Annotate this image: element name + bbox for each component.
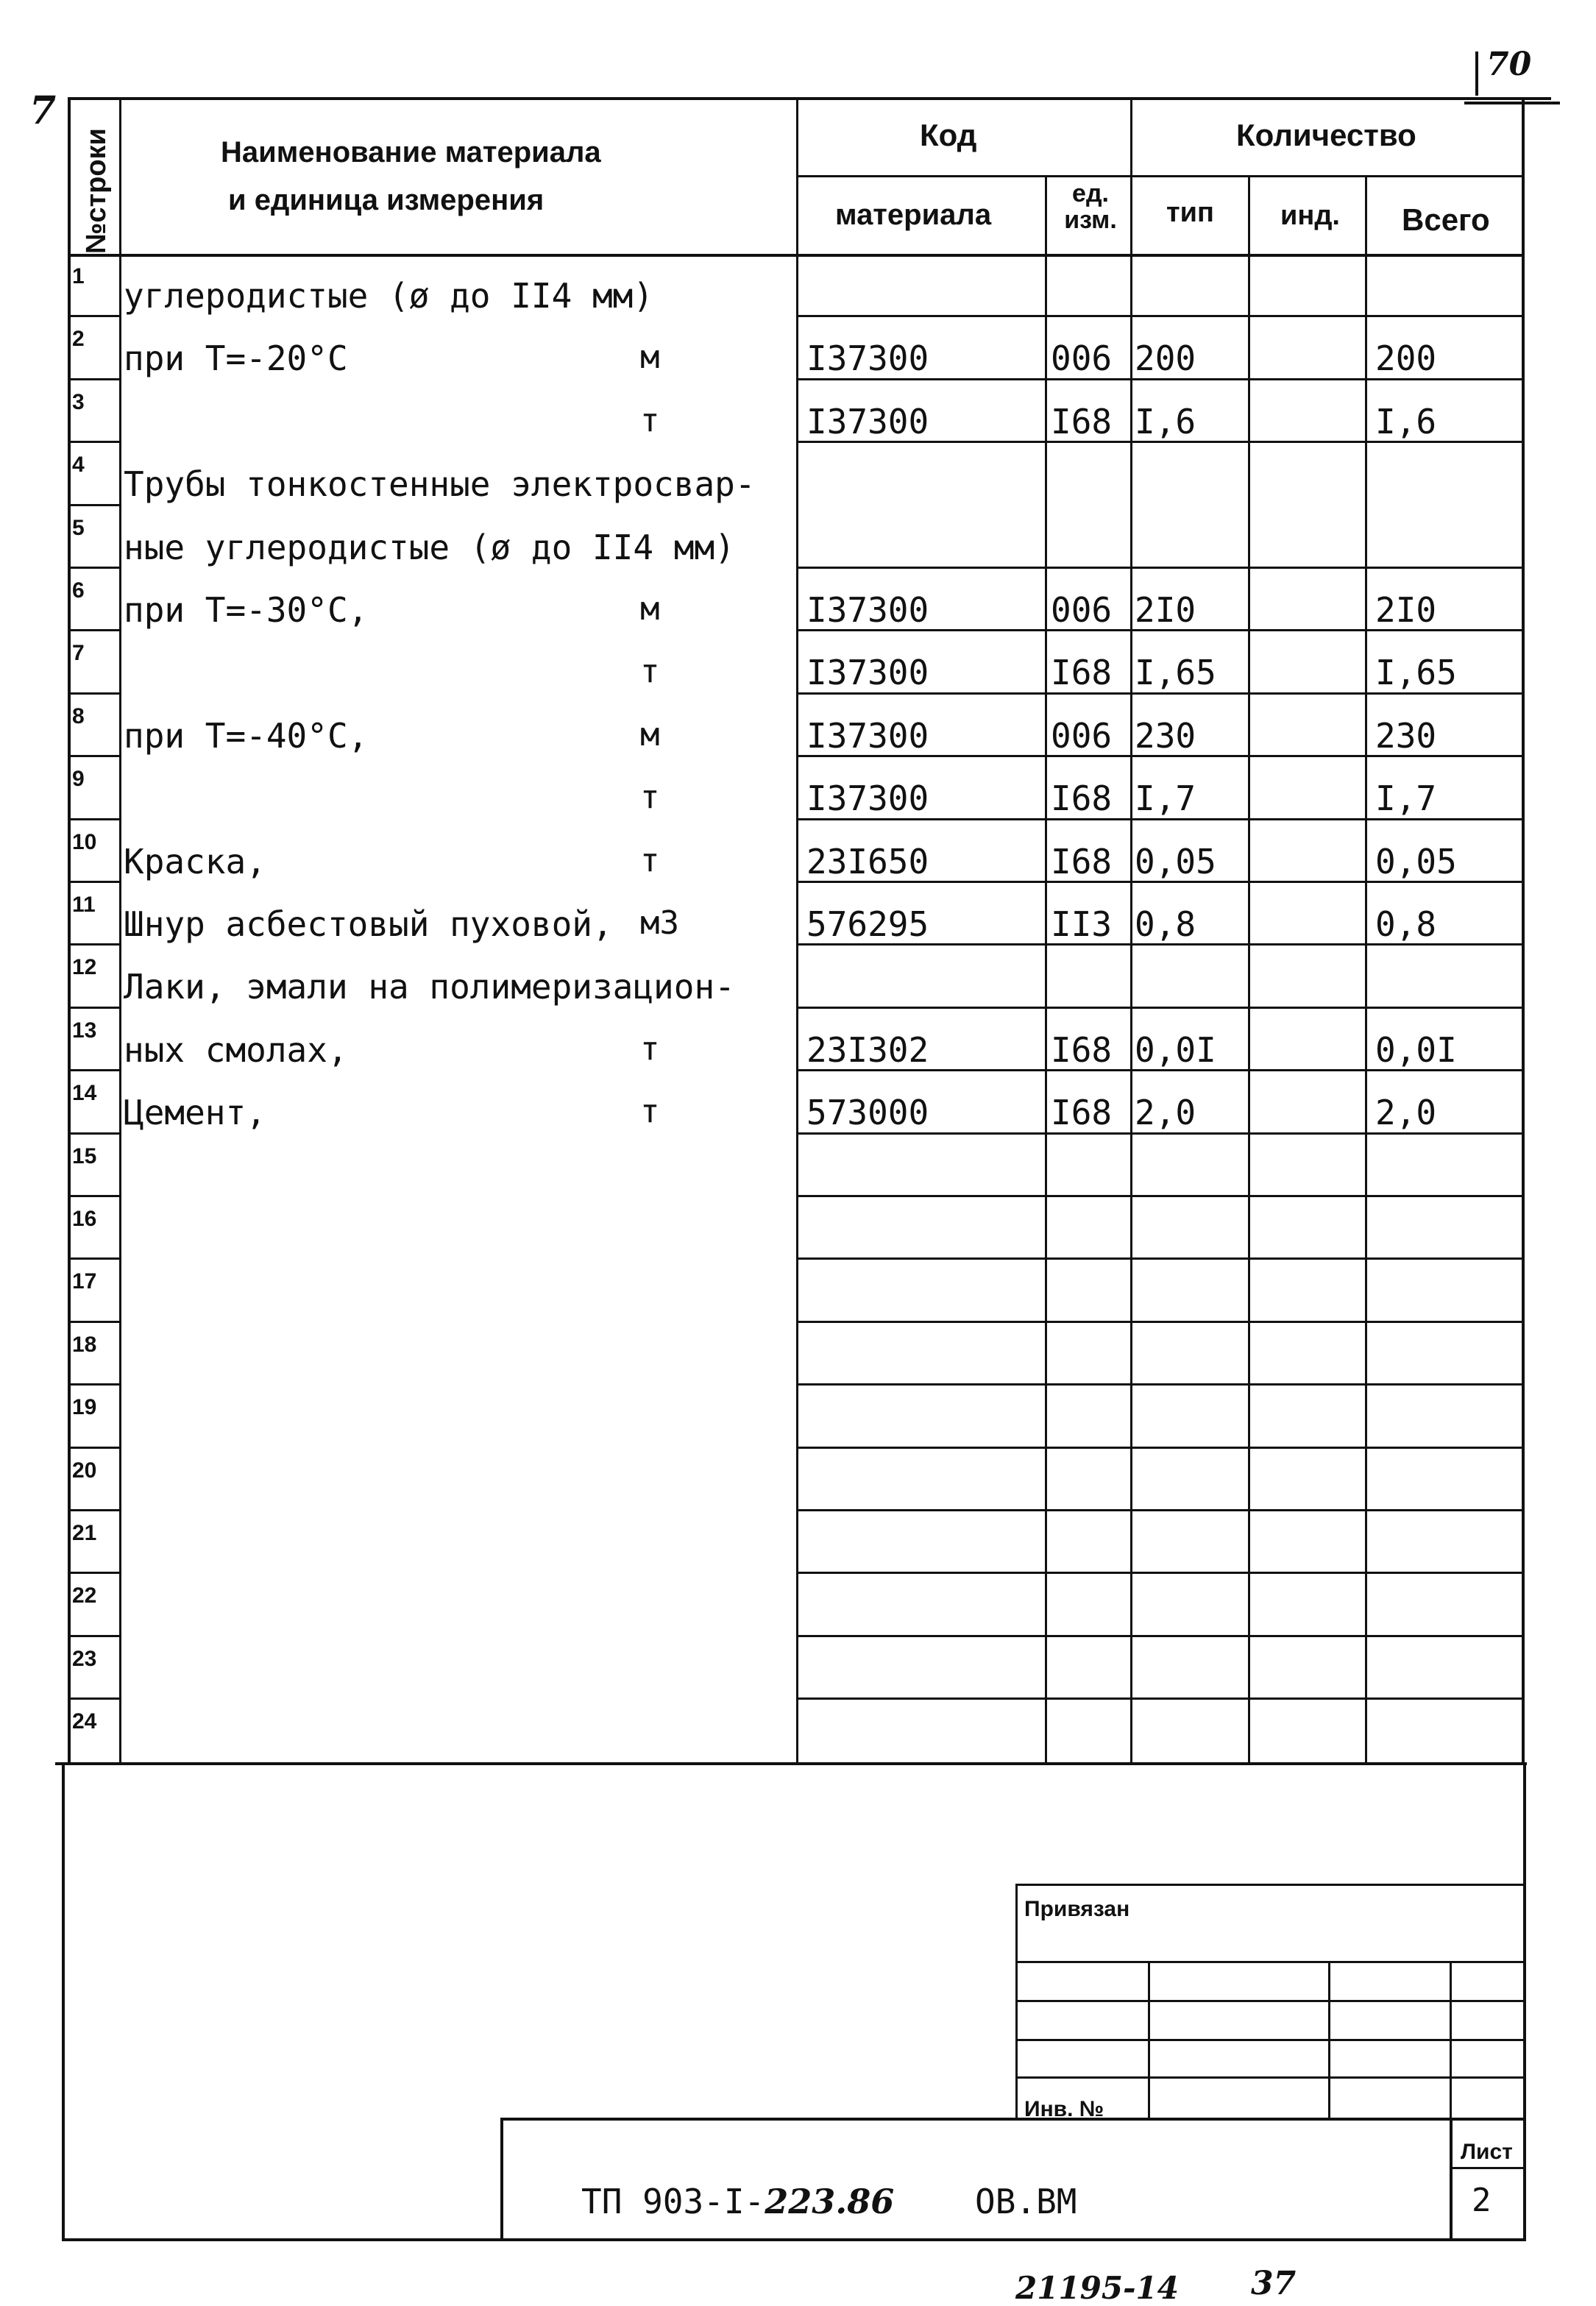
row-qty-type: 0,0I [1135, 1029, 1216, 1070]
row-name: Цемент, [124, 1093, 266, 1133]
row-code: I37300 [806, 653, 929, 693]
table-row [0, 1259, 1596, 1321]
row-unit-code: 006 [1051, 715, 1113, 756]
table-row [0, 631, 1596, 693]
row-name: Лаки, эмали на полимеризацион- [124, 967, 735, 1007]
row-unit-code: 006 [1051, 590, 1113, 630]
row-qty-type: 230 [1135, 715, 1196, 756]
table-top-border [68, 97, 1551, 100]
table-row [0, 316, 1596, 379]
table-row [0, 505, 1596, 568]
row-number: 6 [72, 578, 85, 603]
table-row [0, 756, 1596, 819]
table-row [0, 1699, 1596, 1762]
row-unit-code: II3 [1051, 904, 1113, 944]
row-unit: т [640, 401, 660, 439]
row-code: 576295 [806, 904, 929, 944]
row-number: 2 [72, 327, 85, 352]
row-unit: т [640, 1093, 660, 1131]
row-name: ных смолах, [124, 1029, 348, 1070]
stamp-row4 [1015, 2076, 1525, 2079]
header-row-no: №строки [81, 128, 112, 254]
doc-code-hand: 223.86 [765, 2182, 895, 2221]
row-unit-code: I68 [1051, 1029, 1113, 1070]
row-qty-type: 0,8 [1135, 904, 1196, 944]
row-unit-code: I68 [1051, 1093, 1113, 1133]
row-number: 22 [72, 1583, 97, 1608]
row-qty-total: I,65 [1375, 653, 1457, 693]
header-qty-group: Количество [1236, 118, 1416, 152]
table-row [0, 882, 1596, 945]
row-name: Трубы тонкостенные электросвар- [124, 464, 756, 505]
header-mid-border [796, 175, 1522, 177]
table-row [0, 1134, 1596, 1196]
stamp-row1 [1015, 1961, 1525, 1963]
row-code: 573000 [806, 1093, 929, 1133]
table-row [0, 1448, 1596, 1511]
row-unit-code: I68 [1051, 401, 1113, 441]
header-name-line1: Наименование материала [221, 136, 601, 168]
row-number: 23 [72, 1646, 97, 1671]
doc-code-prefix: ТП 903-I- [581, 2182, 765, 2221]
row-qty-type: 2I0 [1135, 590, 1196, 630]
stamp-linked: Привязан [1024, 1897, 1130, 1921]
row-qty-total: 230 [1375, 715, 1437, 756]
row-unit: м [640, 715, 660, 753]
row-qty-type: I,6 [1135, 401, 1196, 441]
table-row [0, 380, 1596, 442]
row-code: 23I302 [806, 1029, 929, 1070]
sheet-box-mid [1450, 2167, 1525, 2169]
row-number: 20 [72, 1458, 97, 1483]
row-name: при T=-30°C, [124, 590, 369, 630]
header-qty-total: Всего [1402, 202, 1490, 237]
row-unit-code: 006 [1051, 338, 1113, 379]
row-code: I37300 [806, 401, 929, 441]
title-block-left [500, 2118, 503, 2241]
row-unit-code: I68 [1051, 653, 1113, 693]
row-number: 16 [72, 1207, 97, 1231]
row-code: I37300 [806, 590, 929, 630]
header-code-unit: ед. изм. [1064, 180, 1117, 234]
table-row [0, 820, 1596, 882]
table-row [0, 254, 1596, 316]
table-row [0, 945, 1596, 1007]
row-number: 5 [72, 515, 85, 540]
table-row [0, 1636, 1596, 1699]
table-row [0, 1008, 1596, 1071]
row-qty-total: 2I0 [1375, 590, 1437, 630]
stamp-sheet-label: Лист [1461, 2140, 1513, 2164]
stamp-doc-code [581, 2182, 894, 2221]
row-unit-code: I68 [1051, 778, 1113, 819]
bottom-number: 21195-14 [1015, 2270, 1179, 2306]
row-number: 15 [72, 1143, 97, 1168]
row-qty-total: 200 [1375, 338, 1437, 379]
stamp-col3 [1450, 1961, 1452, 2119]
row-name: при T=-40°C, [124, 715, 369, 756]
table-row [0, 1573, 1596, 1636]
row-number: 9 [72, 767, 85, 792]
row-qty-type: I,65 [1135, 653, 1216, 693]
row-number: 11 [72, 893, 96, 917]
row-number: 10 [72, 829, 97, 854]
row-number: 17 [72, 1269, 97, 1294]
corner-mark: 7 [29, 88, 57, 133]
row-qty-type: 2,0 [1135, 1093, 1196, 1133]
row-unit: т [640, 778, 660, 817]
row-number: 13 [72, 1018, 97, 1043]
row-number: 8 [72, 703, 85, 728]
row-unit: т [640, 1029, 660, 1068]
row-name: Краска, [124, 841, 266, 881]
row-number: 18 [72, 1332, 97, 1357]
row-name: ные углеродистые (ø до II4 мм) [124, 527, 735, 567]
row-qty-total: 0,05 [1375, 841, 1457, 881]
row-number: 19 [72, 1395, 97, 1420]
header-qty-type: тип [1166, 197, 1214, 228]
page-mark: 70 [1486, 46, 1532, 83]
sheet-box-left [1450, 2118, 1453, 2241]
row-number: 3 [72, 389, 85, 414]
frame-bottom [62, 2238, 1523, 2241]
header-name-line2: и единица измерения [228, 184, 545, 216]
row-unit: м [640, 590, 660, 628]
table-row [0, 1196, 1596, 1259]
table-row [0, 568, 1596, 631]
row-name: Шнур асбестовый пуховой, [124, 904, 613, 944]
stamp-col2 [1328, 1961, 1330, 2119]
row-code: 23I650 [806, 841, 929, 881]
title-block-top [500, 2118, 1525, 2121]
row-number: 7 [72, 641, 85, 666]
stamp-row2 [1015, 2000, 1525, 2002]
row-code: I37300 [806, 778, 929, 819]
row-unit: м [640, 338, 660, 377]
bottom-page: 37 [1251, 2265, 1297, 2302]
stamp-sheet-no: 2 [1472, 2182, 1492, 2219]
row-number: 24 [72, 1709, 97, 1734]
row-qty-total: I,7 [1375, 778, 1437, 819]
row-unit-code: I68 [1051, 841, 1113, 881]
row-qty-type: 200 [1135, 338, 1196, 379]
table-row [0, 1071, 1596, 1133]
row-code: I37300 [806, 715, 929, 756]
row-number: 21 [72, 1521, 97, 1545]
table-row [0, 1511, 1596, 1573]
table-row [0, 442, 1596, 505]
table-row [0, 1322, 1596, 1385]
stamp-inv-no: Инв. № [1024, 2097, 1104, 2121]
row-qty-total: 2,0 [1375, 1093, 1437, 1133]
row-number: 14 [72, 1081, 97, 1106]
row-number: 4 [72, 453, 85, 478]
row-qty-total: I,6 [1375, 401, 1437, 441]
row-qty-total: 0,8 [1375, 904, 1437, 944]
header-code-material: материала [835, 199, 992, 231]
header-code-group: Код [920, 118, 977, 152]
row-qty-type: I,7 [1135, 778, 1196, 819]
stamp-row3 [1015, 2039, 1525, 2041]
row-number: 12 [72, 955, 97, 980]
row-name: углеродистые (ø до II4 мм) [124, 276, 654, 316]
row-unit: т [640, 653, 660, 691]
row-name: при T=-20°C [124, 338, 348, 379]
row-code: I37300 [806, 338, 929, 379]
header-qty-ind: инд. [1280, 200, 1340, 231]
stamp-doc-suffix: ОВ.ВМ [975, 2182, 1077, 2221]
table-row [0, 1385, 1596, 1447]
row-unit: м3 [640, 904, 679, 942]
frame-left [62, 1762, 65, 2238]
table-row [0, 694, 1596, 756]
row-qty-type: 0,05 [1135, 841, 1216, 881]
row-unit: т [640, 841, 660, 879]
row-qty-total: 0,0I [1375, 1029, 1457, 1070]
row-number: 1 [72, 264, 85, 288]
body-bottom-border [55, 1762, 1527, 1765]
stamp-col1 [1148, 1961, 1150, 2119]
stamp-outer-top [1015, 1884, 1525, 1886]
